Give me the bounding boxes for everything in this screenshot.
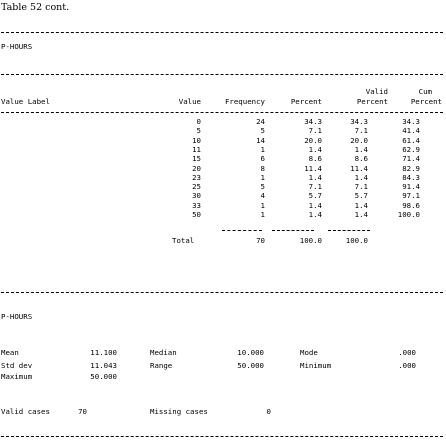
subtotal-rule xyxy=(328,230,370,231)
cell-valid-percent: 7.1 xyxy=(354,126,368,136)
cell-cum-percent: 34.3 xyxy=(402,117,420,126)
cell-value: 15 xyxy=(192,154,201,164)
cell-percent: 8.6 xyxy=(308,154,322,164)
total-valid-percent: 100.0 xyxy=(345,236,368,245)
header-frequency: Frequency xyxy=(224,97,265,106)
cell-value: 11 xyxy=(192,144,201,154)
cell-value: 5 xyxy=(196,126,201,136)
missing-cases-label: Missing cases xyxy=(150,407,208,416)
subtotal-rule xyxy=(272,230,314,231)
cell-percent: 7.1 xyxy=(308,182,322,192)
cell-cum-percent: 100.0 xyxy=(397,210,420,219)
cell-frequency: 1 xyxy=(260,200,265,210)
header-valid-percent-bottom: Percent xyxy=(356,97,388,106)
cell-frequency: 6 xyxy=(260,154,265,164)
cell-percent: 34.3 xyxy=(304,117,322,126)
separator-rule xyxy=(1,112,443,113)
stddev-value: 11.043 xyxy=(90,361,117,370)
subtotal-rule xyxy=(222,230,262,231)
cell-frequency: 1 xyxy=(260,172,265,182)
median-value: 10.000 xyxy=(237,348,264,357)
cell-value: 0 xyxy=(196,117,201,126)
variable-name: P-HOURS xyxy=(1,42,33,51)
table-row xyxy=(0,192,446,201)
cell-frequency: 4 xyxy=(260,191,265,201)
separator-rule xyxy=(1,74,443,75)
header-valid-percent-top: Valid xyxy=(365,87,388,96)
cell-cum-percent: 62.9 xyxy=(402,144,420,154)
maximum-value: 50.000 xyxy=(90,372,117,381)
cell-valid-percent: 1.4 xyxy=(354,172,368,182)
mode-label: Mode xyxy=(300,348,318,357)
total-percent: 100.0 xyxy=(299,236,322,245)
cell-percent: 1.4 xyxy=(308,200,322,210)
cell-value: 10 xyxy=(192,135,201,145)
table-row xyxy=(0,211,446,220)
cell-cum-percent: 84.3 xyxy=(402,172,420,182)
cell-valid-percent: 11.4 xyxy=(350,163,368,173)
table-row xyxy=(0,165,446,174)
table-caption: Table 52 cont. xyxy=(1,2,70,13)
table-row xyxy=(0,118,446,127)
cell-frequency: 5 xyxy=(260,126,265,136)
range-label: Range xyxy=(150,361,173,370)
header-value-label: Value Label xyxy=(1,97,50,106)
missing-cases-value: 0 xyxy=(266,407,271,416)
cell-percent: 7.1 xyxy=(308,126,322,136)
total-label: Total xyxy=(172,236,195,245)
table-row xyxy=(0,137,446,146)
cell-percent: 1.4 xyxy=(308,172,322,182)
cell-value: 25 xyxy=(192,182,201,192)
minimum-label: Minimum xyxy=(300,361,332,370)
stats-variable-name: P-HOURS xyxy=(1,312,33,321)
cell-valid-percent: 20.0 xyxy=(350,135,368,145)
cell-percent: 5.7 xyxy=(308,191,322,201)
mean-label: Mean xyxy=(1,348,19,357)
table-row xyxy=(0,127,446,136)
cell-frequency: 14 xyxy=(256,135,265,145)
header-value: Value xyxy=(178,97,201,106)
table-row xyxy=(0,174,446,183)
cell-frequency: 1 xyxy=(260,210,265,219)
cell-valid-percent: 7.1 xyxy=(354,182,368,192)
cell-valid-percent: 1.4 xyxy=(354,210,368,219)
table-row xyxy=(0,202,446,211)
cell-valid-percent: 1.4 xyxy=(354,200,368,210)
cell-percent: 1.4 xyxy=(308,210,322,219)
cell-cum-percent: 71.4 xyxy=(402,154,420,164)
header-cum-percent-top: Cum xyxy=(418,87,432,96)
cell-cum-percent: 97.1 xyxy=(402,191,420,201)
cell-value: 20 xyxy=(192,163,201,173)
separator-rule xyxy=(1,436,443,437)
separator-rule xyxy=(1,292,443,293)
cell-frequency: 8 xyxy=(260,163,265,173)
cell-percent: 11.4 xyxy=(304,163,322,173)
mean-value: 11.100 xyxy=(90,348,117,357)
cell-value: 23 xyxy=(192,172,201,182)
cell-value: 50 xyxy=(192,210,201,219)
minimum-value: .000 xyxy=(398,361,416,370)
cell-value: 33 xyxy=(192,200,201,210)
stddev-label: Std dev xyxy=(1,361,33,370)
header-cum-percent-bottom: Percent xyxy=(410,97,442,106)
median-label: Median xyxy=(150,348,177,357)
maximum-label: Maximum xyxy=(1,372,33,381)
cell-cum-percent: 91.4 xyxy=(402,182,420,192)
table-row xyxy=(0,155,446,164)
cell-frequency: 1 xyxy=(260,144,265,154)
valid-cases-label: Valid cases xyxy=(1,407,50,416)
table-row xyxy=(0,183,446,192)
cell-value: 30 xyxy=(192,191,201,201)
valid-cases-value: 70 xyxy=(78,407,87,416)
header-percent: Percent xyxy=(290,97,322,106)
cell-cum-percent: 61.4 xyxy=(402,135,420,145)
cell-percent: 20.0 xyxy=(304,135,322,145)
range-value: 50.000 xyxy=(237,361,264,370)
cell-cum-percent: 82.9 xyxy=(402,163,420,173)
cell-valid-percent: 34.3 xyxy=(350,117,368,126)
cell-percent: 1.4 xyxy=(308,144,322,154)
cell-cum-percent: 98.6 xyxy=(402,200,420,210)
cell-valid-percent: 1.4 xyxy=(354,144,368,154)
table-row xyxy=(0,146,446,155)
cell-cum-percent: 41.4 xyxy=(402,126,420,136)
cell-valid-percent: 8.6 xyxy=(354,154,368,164)
separator-rule xyxy=(1,32,443,33)
total-frequency: 70 xyxy=(256,236,265,245)
cell-valid-percent: 5.7 xyxy=(354,191,368,201)
cell-frequency: 24 xyxy=(256,117,265,126)
cell-frequency: 5 xyxy=(260,182,265,192)
mode-value: .000 xyxy=(398,348,416,357)
